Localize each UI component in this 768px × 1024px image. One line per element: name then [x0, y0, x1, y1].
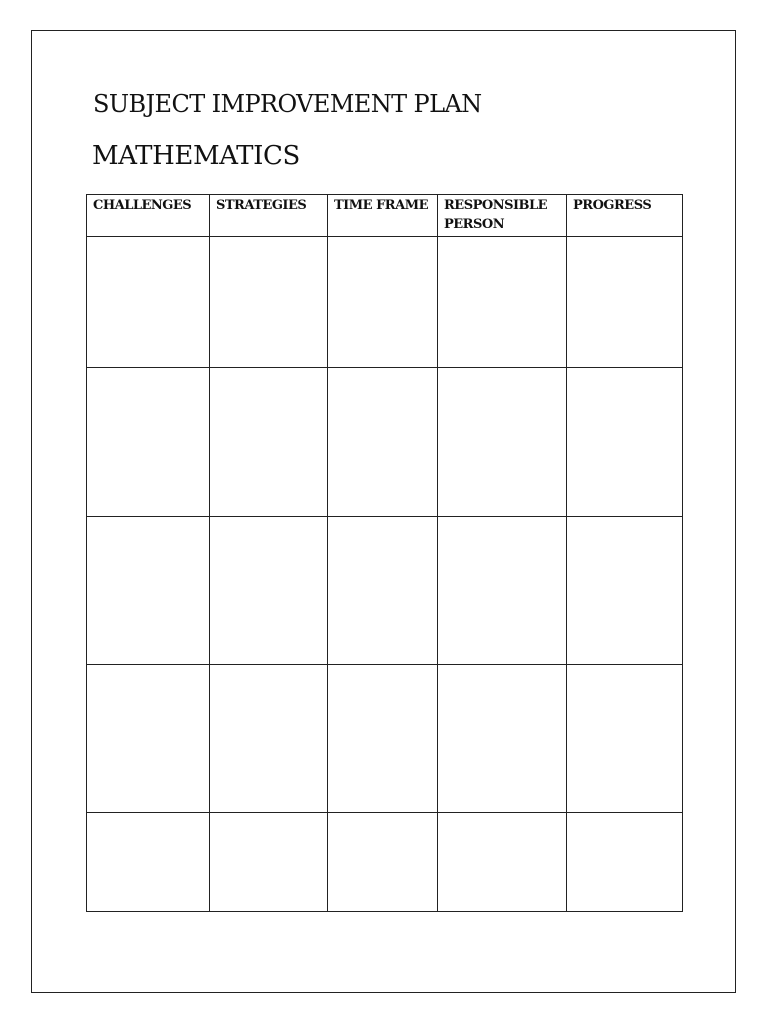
table-row: [87, 665, 683, 813]
column-header-time-frame: TIME FRAME: [328, 195, 438, 237]
table-cell-time-frame[interactable]: [328, 517, 438, 665]
table-row: [87, 813, 683, 912]
improvement-plan-table: [86, 194, 683, 912]
document-title: SUBJECT IMPROVEMENT PLAN: [93, 90, 482, 118]
column-header-responsible-person: RESPONSIBLE PERSON: [438, 195, 567, 237]
table-cell-challenges[interactable]: [87, 517, 210, 665]
table-cell-challenges[interactable]: [87, 237, 210, 368]
table-cell-responsible-person[interactable]: [438, 368, 567, 517]
table-cell-strategies[interactable]: [210, 368, 328, 517]
table-cell-time-frame[interactable]: [328, 368, 438, 517]
column-header-challenges: CHALLENGES: [87, 195, 210, 237]
table-cell-time-frame[interactable]: [328, 237, 438, 368]
column-header-progress: PROGRESS: [567, 195, 683, 237]
table-header-row: [87, 195, 683, 237]
table-cell-progress[interactable]: [567, 665, 683, 813]
table-row: [87, 237, 683, 368]
table-cell-progress[interactable]: [567, 237, 683, 368]
column-header-strategies: STRATEGIES: [210, 195, 328, 237]
table-cell-progress[interactable]: [567, 368, 683, 517]
table-cell-challenges[interactable]: [87, 665, 210, 813]
table-cell-responsible-person[interactable]: [438, 813, 567, 912]
table-cell-progress[interactable]: [567, 517, 683, 665]
table-cell-strategies[interactable]: [210, 517, 328, 665]
table-cell-strategies[interactable]: [210, 813, 328, 912]
table-cell-strategies[interactable]: [210, 237, 328, 368]
table-cell-time-frame[interactable]: [328, 665, 438, 813]
table-row: [87, 368, 683, 517]
table-cell-time-frame[interactable]: [328, 813, 438, 912]
table-cell-progress[interactable]: [567, 813, 683, 912]
table-row: [87, 517, 683, 665]
subject-heading: MATHEMATICS: [92, 141, 300, 171]
table-cell-responsible-person[interactable]: [438, 665, 567, 813]
table-cell-challenges[interactable]: [87, 813, 210, 912]
table-cell-responsible-person[interactable]: [438, 517, 567, 665]
table-cell-challenges[interactable]: [87, 368, 210, 517]
table-cell-responsible-person[interactable]: [438, 237, 567, 368]
table-cell-strategies[interactable]: [210, 665, 328, 813]
